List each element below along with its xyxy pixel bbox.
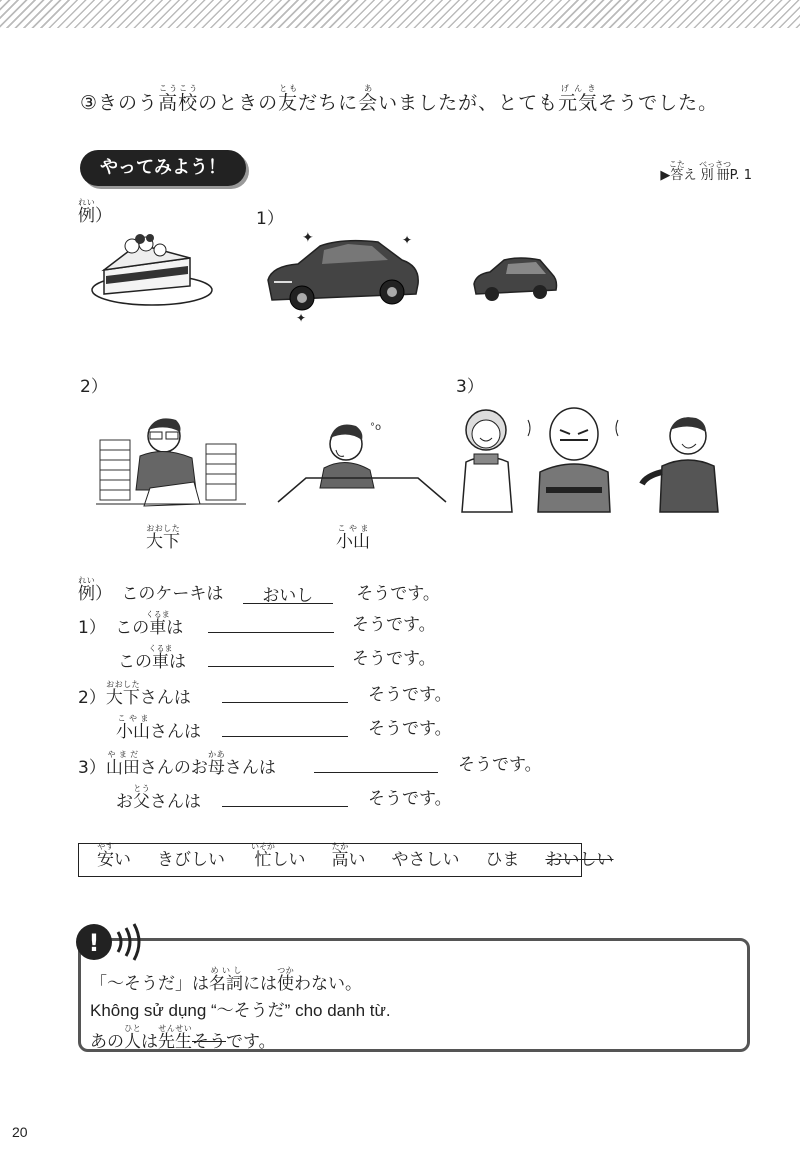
exercise-3a: 3）山田やまださんのお母かあさんは	[78, 750, 276, 778]
busy-man-illustration	[96, 410, 246, 510]
word-yasashii: やさしい	[391, 850, 460, 870]
word-yasui: 安やすい	[97, 842, 131, 870]
word-isogashii: 忙いそがしい	[251, 842, 306, 870]
ending-3a: そうです。	[458, 755, 542, 775]
picture-label-2: 2）	[80, 377, 108, 397]
picture-label-1: 1）	[256, 209, 284, 229]
relaxed-man-illustration	[278, 412, 448, 504]
ending-3b: そうです。	[368, 789, 452, 809]
word-takai: 高たかい	[331, 842, 366, 870]
ending-2b: そうです。	[368, 719, 452, 739]
small-car-illustration	[470, 256, 560, 306]
answer-blank-3a[interactable]	[314, 750, 438, 773]
example-sentence-3: ③きのう高校こうこうのときの友ともだちに会あいましたが、とても元気げんきそうでした。	[80, 84, 719, 114]
svg-text:°o: °o	[370, 422, 382, 433]
answer-blank-2a[interactable]	[222, 680, 348, 703]
word-choice-box	[78, 842, 614, 877]
section-title-banner: やってみよう！	[80, 150, 246, 186]
answer-blank-1a[interactable]	[208, 610, 334, 633]
answer-blank-3b[interactable]	[222, 784, 348, 807]
example-answer: おいし	[243, 581, 333, 604]
picture-label-rei: 例れい）	[78, 198, 112, 226]
ending-1a: そうです。	[352, 615, 436, 635]
picture-label-3: 3）	[456, 377, 484, 397]
svg-text:✦: ✦	[402, 233, 413, 247]
word-kibishii: きびしい	[157, 850, 225, 870]
answer-blank-1b[interactable]	[208, 644, 334, 667]
name-label-koyama: 小山こやま	[336, 524, 370, 552]
exclamation-icon	[72, 920, 152, 970]
exercise-1a: 1） この車くるまは	[78, 610, 184, 638]
cake-illustration	[90, 228, 214, 308]
note-line-3: あの人ひとは先生せんせいそうです。	[90, 1024, 276, 1052]
top-hatch-border	[0, 0, 800, 28]
svg-text:✦: ✦	[302, 230, 314, 246]
exercise-2b: 小山こやまさんは	[116, 714, 201, 742]
svg-text:✦: ✦	[296, 311, 307, 325]
name-label-oshita: 大下おおした	[146, 524, 180, 552]
word-oishii-used: おいしい	[545, 850, 614, 870]
exercise-2a: 2）大下おおしたさんは	[78, 680, 191, 708]
exercise-3b: お父とうさんは	[116, 784, 201, 812]
note-line-2: Không sử dụng “～そうだ” cho danh từ.	[90, 1001, 391, 1020]
answer-reference: ▶答こたえ 別冊べっさつP. 1	[660, 160, 752, 183]
page-number: 20	[12, 1124, 28, 1140]
ending-1b: そうです。	[352, 649, 436, 669]
note-line-1: 「～そうだ」は名詞めいしには使つかわない。	[90, 966, 362, 994]
large-car-illustration	[262, 230, 424, 325]
family-illustration	[456, 400, 731, 518]
exercise-example: 例れい） このケーキは おいし そうです。	[78, 576, 440, 606]
answer-blank-2b[interactable]	[222, 714, 348, 737]
ending-2a: そうです。	[368, 685, 452, 705]
svg-text:!: !	[88, 929, 100, 957]
exercise-1b: この車くるまは	[118, 644, 186, 672]
word-hima: ひま	[485, 850, 520, 870]
